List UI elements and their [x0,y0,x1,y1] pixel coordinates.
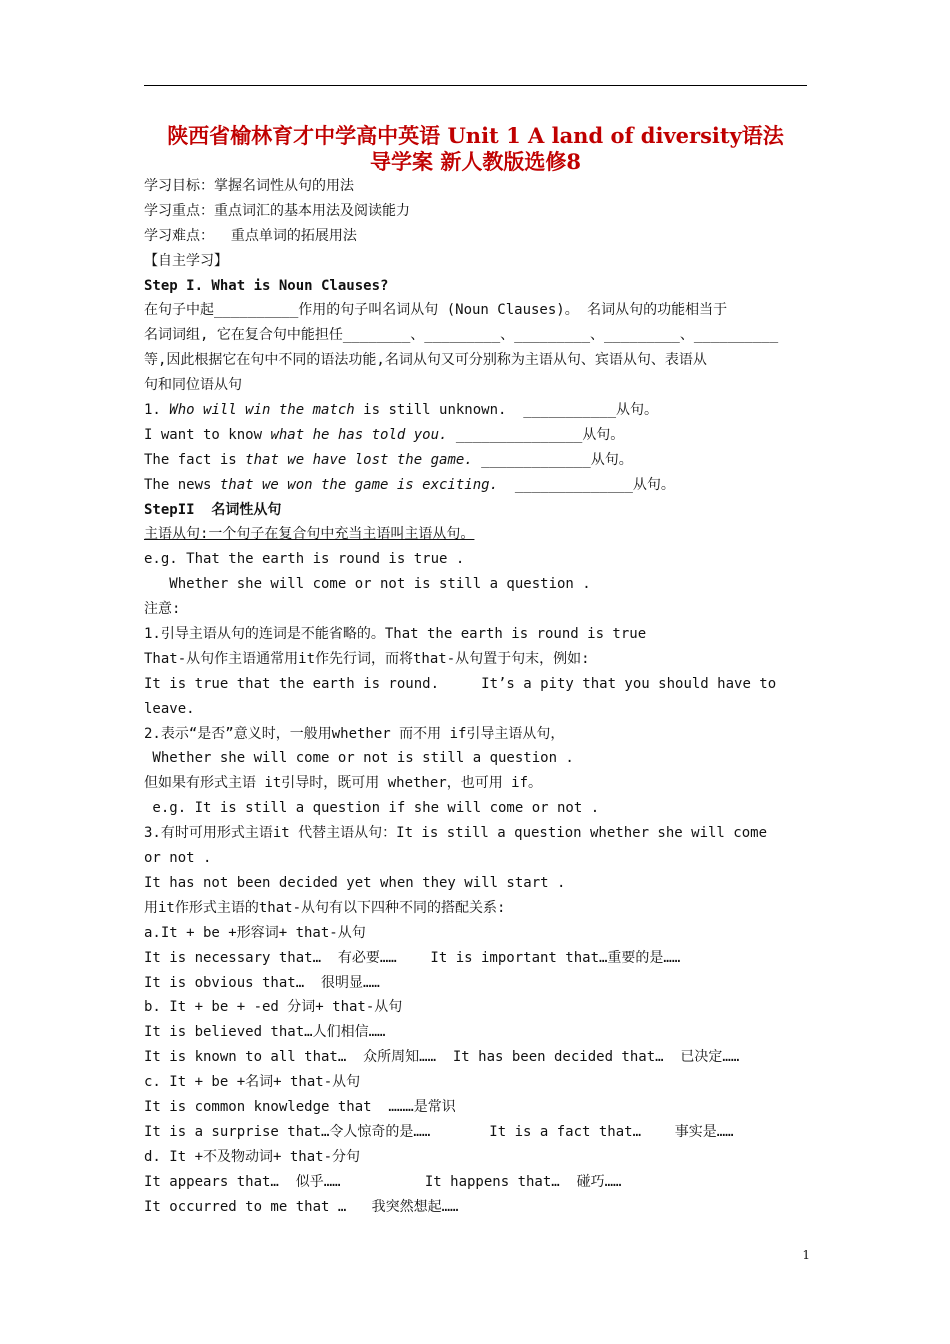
exercise-blank: _____________从句。 [472,451,633,468]
exercise-text: I want to know [144,426,271,443]
exercise-text: The news [144,476,220,493]
paragraph-line: 句和同位语从句 [144,377,242,394]
exercise-line [144,398,807,423]
paragraph-line: 等,因此根据它在句中不同的语法功能,名词从句又可分别称为主语从句、宾语从句、表语从 [144,352,707,369]
example-line: e.g. That the earth is round is true . [144,551,465,568]
exercise-text: The fact is [144,451,246,468]
exercise-text: 1. [144,402,170,419]
note-line: e.g. It is still a question if she will come or not . [144,800,600,817]
note-line: or not . [144,850,212,867]
header-rule [144,85,807,86]
exercise-clause: that we have lost the game. [245,451,473,468]
pattern-example: It is believed that…人们相信…… [144,1024,386,1041]
note-line: Whether she will come or not is still a question . [144,750,574,767]
exercise-clause: what he has told you. [270,426,448,443]
exercise-line [144,448,807,473]
pattern-heading: d. It +不及物动词+ that-分句 [144,1148,361,1165]
note-line: That-从句作主语通常用it作先行词，而将that-从句置于句末，例如: [144,650,590,667]
title-line-2: 导学案 新人教版选修8 [370,149,581,174]
document-title [144,123,807,175]
note-line: It has not been decided yet when they will start . [144,874,566,891]
note-line: 2.表示“是否”意义时，一般用whether 而不用 if引导主语从句， [144,725,565,742]
paragraph-line: 名词词组, 它在复合句中能担任________、_________、_________、_________、__________ [144,327,779,344]
paragraph-line: 在句子中起__________作用的句子叫名词从句 (Noun Clauses)。 名词从句的功能相当于 [144,302,728,319]
pattern-heading: a.It + be +形容词+ that-从句 [144,924,366,941]
pattern-example: It is necessary that… 有必要…… It is important that…重要的是…… [144,949,681,966]
exercise-line [144,473,807,498]
subject-clause-definition: 主语从句:一个句子在复合句中充当主语叫主语从句。 [144,526,475,543]
exercise-clause: that we won the game is exciting. [219,476,499,493]
pattern-example: It is common knowledge that ………是常识 [144,1098,456,1115]
learning-focus: 学习重点：重点词汇的基本用法及阅读能力 [144,202,410,219]
exercise-blank: _______________从句。 [447,426,625,443]
self-study-heading: 【自主学习】 [144,252,228,269]
exercise-clause: Who will win the match [169,402,355,419]
pattern-example: It occurred to me that … 我突然想起…… [144,1198,459,1215]
step-one-heading: Step I. What is Noun Clauses? [144,277,389,294]
example-line: Whether she will come or not is still a question . [144,576,591,593]
pattern-example: It is a surprise that…令人惊奇的是…… It is a fact that… 事实是…… [144,1123,734,1140]
note-line: leave. [144,700,195,717]
pattern-heading: b. It + be + -ed 分词+ that-从句 [144,999,403,1016]
note-line: 但如果有形式主语 it引导时，既可用 whether，也可用 if。 [144,775,543,792]
exercise-blank: ______________从句。 [498,476,675,493]
pattern-heading: c. It + be +名词+ that-从句 [144,1074,361,1091]
learning-difficulty: 学习难点： 重点单词的拓展用法 [144,227,357,244]
pattern-example: It is known to all that… 众所周知…… It has been decided that… 已决定…… [144,1049,740,1066]
note-line: 用it作形式主语的that-从句有以下四种不同的搭配关系: [144,899,506,916]
title-line-1: 陕西省榆林育才中学高中英语 Unit 1 A land of diversity语法 [167,123,784,148]
exercise-blank: is still unknown. ___________从句。 [354,402,659,419]
note-line: 1.引导主语从句的连词是不能省略的。That the earth is round is true [144,626,647,643]
exercise-line [144,423,807,448]
page-number: 1 [802,1248,810,1262]
pattern-example: It appears that… 似乎…… It happens that… 碰巧…… [144,1173,622,1190]
pattern-example: It is obvious that… 很明显…… [144,974,380,991]
step-two-heading: StepII 名词性从句 [144,501,282,518]
note-line: It is true that the earth is round. It’s a pity that you should have to [144,675,777,692]
note-line: 3.有时可用形式主语it 代替主语从句：It is still a question whether she will come [144,825,768,842]
document-body [144,174,807,1219]
note-heading: 注意: [144,601,181,618]
learning-goal: 学习目标：掌握名词性从句的用法 [144,178,354,194]
